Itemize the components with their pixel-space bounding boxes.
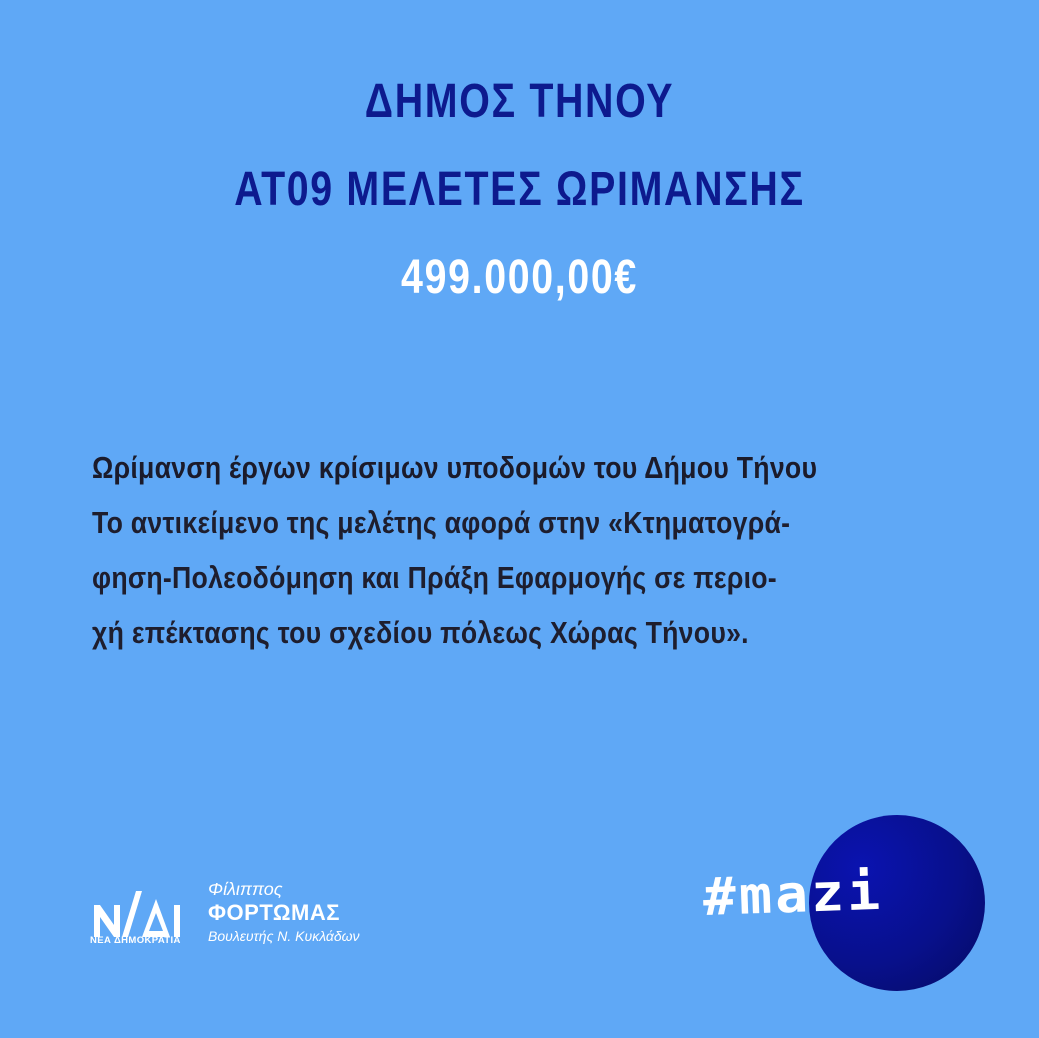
hashtag-mazi: #mazi <box>701 861 885 928</box>
mp-signature <box>208 878 360 946</box>
mp-first-name: Φίλιππος <box>208 879 283 899</box>
description-line-4: χή επέκτασης του σχεδίου πόλεως Χώρας Τήνου». <box>92 615 749 650</box>
project-description <box>92 440 962 660</box>
description-line-2: Το αντικείμενο της μελέτης αφορά στην «Κτηματογρά- <box>92 505 791 540</box>
mp-role: Βουλευτής Ν. Κυκλάδων <box>208 928 360 944</box>
description-line-3: φηση-Πολεοδόμηση και Πράξη Εφαρμογής σε περιο- <box>92 560 777 595</box>
project-amount: 499.000,00€ <box>401 251 638 304</box>
party-name: ΝΕΑ ΔΗΜΟΚΡΑΤΙΑ <box>90 935 181 946</box>
header <box>0 72 1039 336</box>
description-line-1: Ωρίμανση έργων κρίσιμων υποδομών του Δήμου Τήνου <box>92 450 818 485</box>
project-title: ΑΤ09 ΜΕΛΕΤΕΣ ΩΡΙΜΑΝΣΗΣ <box>234 163 805 216</box>
mp-last-name: ΦΟΡΤΩΜΑΣ <box>208 900 340 925</box>
municipality-title: ΔΗΜΟΣ ΤΗΝΟΥ <box>364 75 675 128</box>
footer-branding <box>90 878 410 958</box>
